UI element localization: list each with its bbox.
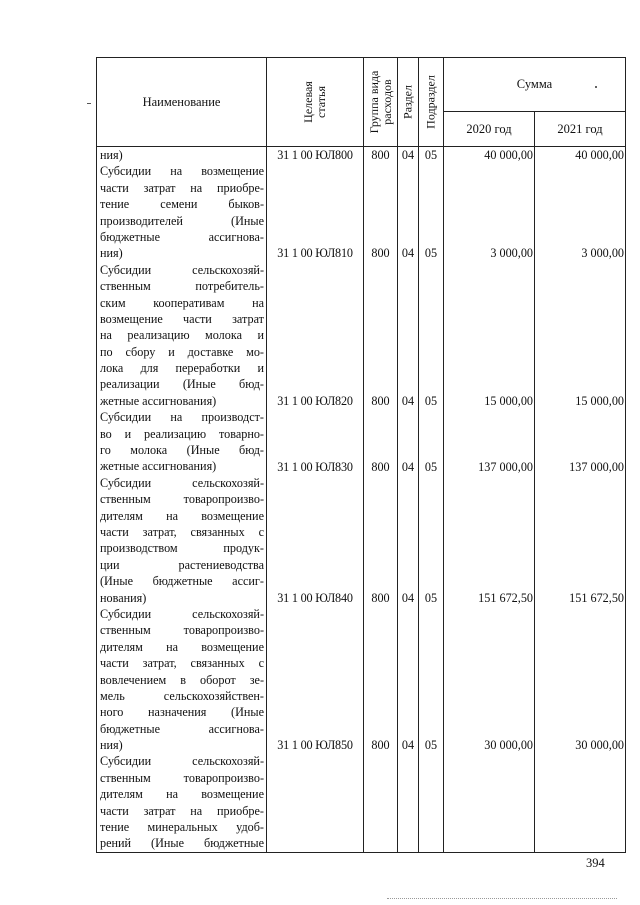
name-line: бюджетные ассигнова- — [100, 229, 264, 244]
row-article: 31 1 00 ЮЛ840 — [277, 590, 353, 605]
name-line: части затрат, связанных с — [100, 524, 264, 539]
row-group: 800 — [371, 459, 390, 474]
name-line: бюджетные ассигнова- — [100, 721, 264, 736]
name-line: производителей (Иные — [100, 213, 264, 228]
row-group: 800 — [371, 394, 390, 408]
row-sum-2021: 40 000,00 — [575, 148, 624, 162]
name-line: дителям на возмещение — [100, 787, 264, 802]
name-line: (Иные бюджетные ассиг- — [100, 574, 264, 589]
name-line: ния) — [100, 148, 123, 162]
row-subsection: 05 — [424, 590, 438, 605]
row-sum-2020: 15 000,00 — [484, 394, 533, 408]
row-section: 04 — [401, 738, 415, 753]
header-article — [267, 58, 364, 147]
subsection-column — [419, 147, 444, 853]
name-line: ственным товаропроизво- — [100, 623, 264, 638]
row-section: 04 — [401, 394, 415, 408]
page-number: 394 — [586, 856, 605, 870]
name-line: возмещение части затрат — [100, 311, 264, 326]
row-sum-2021: 137 000,00 — [569, 459, 624, 474]
name-line: Субсидии сельскохозяй- — [100, 754, 264, 769]
name-line: части затрат на приобре- — [100, 803, 264, 818]
name-line: ции растениеводства — [100, 557, 264, 572]
row-subsection: 05 — [424, 148, 438, 162]
row-sum-2020: 30 000,00 — [484, 738, 533, 753]
row-sum-2020: 137 000,00 — [478, 459, 533, 474]
header-name: Наименование — [97, 58, 267, 147]
row-sum-2021: 30 000,00 — [575, 738, 624, 753]
row-group: 800 — [371, 148, 390, 162]
name-line: во и реализацию товарно- — [100, 426, 264, 441]
row-sum-2021: 151 672,50 — [569, 590, 624, 605]
name-line: ственным товаропроизво- — [100, 492, 264, 507]
name-line: производством продук- — [100, 541, 264, 556]
name-line: ственным потребитель- — [100, 279, 264, 294]
header-sum: Сумма — [444, 58, 626, 112]
name-line: ния) — [100, 246, 123, 261]
name-line: дителям на возмещение — [100, 508, 264, 523]
name-line: го молока (Иные бюд- — [100, 443, 264, 458]
name-line: ским кооперативам на — [100, 295, 264, 310]
name-line: на реализацию молока и — [100, 328, 264, 343]
header-section — [398, 58, 419, 147]
header-year-2021: 2021 год — [535, 111, 626, 146]
budget-table — [96, 57, 626, 853]
name-line: жетные ассигнования) — [100, 393, 217, 408]
row-subsection: 05 — [424, 738, 438, 753]
row-subsection: 05 — [424, 459, 438, 474]
name-line: Субсидии на возмещение — [100, 164, 264, 179]
row-section: 04 — [401, 590, 415, 605]
name-line: вовлечением в оборот зе- — [100, 672, 264, 687]
row-article: 31 1 00 ЮЛ850 — [277, 738, 353, 753]
header-subsection-label: Подраздел — [423, 75, 438, 129]
name-line: Субсидии сельскохозяй- — [100, 262, 264, 277]
name-line: ственным товаропроизво- — [100, 770, 264, 785]
row-subsection: 05 — [424, 394, 438, 408]
sum-2021-column — [535, 147, 626, 853]
name-line: ния) — [100, 738, 123, 753]
name-line: Субсидии сельскохозяй- — [100, 475, 264, 490]
header-section-label: Раздел — [400, 85, 415, 119]
row-sum-2020: 151 672,50 — [478, 590, 533, 605]
name-line: тение семени быков- — [100, 197, 264, 212]
name-line: лока для переработки и — [100, 361, 264, 376]
row-sum-2021: 3 000,00 — [581, 246, 624, 261]
table-body-row — [97, 147, 626, 853]
header-year-2020: 2020 год — [444, 111, 535, 146]
name-line: дителям на возмещение — [100, 639, 264, 654]
row-article: 31 1 00 ЮЛ810 — [277, 246, 353, 261]
margin-mark — [87, 103, 91, 104]
name-line: части затрат, связанных с — [100, 656, 264, 671]
row-section: 04 — [401, 148, 415, 162]
row-group: 800 — [371, 246, 390, 261]
header-article-label: Целевая статья — [301, 81, 328, 123]
name-line: Субсидии на производст- — [100, 410, 264, 425]
row-section: 04 — [401, 459, 415, 474]
article-column — [267, 147, 364, 853]
row-sum-2021: 15 000,00 — [575, 394, 624, 408]
row-article: 31 1 00 ЮЛ800 — [277, 148, 353, 162]
row-group: 800 — [371, 738, 390, 753]
sum-2020-column — [444, 147, 535, 853]
name-line: Субсидии сельскохозяй- — [100, 606, 264, 621]
row-sum-2020: 40 000,00 — [484, 148, 533, 162]
name-line: нования) — [100, 590, 147, 605]
section-column — [398, 147, 419, 853]
name-column — [97, 147, 267, 853]
row-sum-2020: 3 000,00 — [490, 246, 533, 261]
row-section: 04 — [401, 246, 415, 261]
name-line: рений (Иные бюджетные — [100, 836, 264, 851]
name-line: тение минеральных удоб- — [100, 820, 264, 835]
row-article: 31 1 00 ЮЛ830 — [277, 459, 353, 474]
row-group: 800 — [371, 590, 390, 605]
name-line: жетные ассигнования) — [100, 459, 217, 474]
name-line: ного назначения (Иные — [100, 705, 264, 720]
header-subsection — [419, 58, 444, 147]
group-column — [364, 147, 398, 853]
row-subsection: 05 — [424, 246, 438, 261]
name-line: реализации (Иные бюд- — [100, 377, 264, 392]
header-expense-group — [364, 58, 398, 147]
row-article: 31 1 00 ЮЛ820 — [277, 394, 353, 408]
name-line: части затрат на приобре- — [100, 180, 264, 195]
name-line: по сбору и доставке мо- — [100, 344, 264, 359]
header-expense-group-label: Группа вида расходов — [366, 70, 394, 134]
footer-rule — [387, 898, 617, 899]
name-line: мель сельскохозяйствен- — [100, 688, 264, 703]
